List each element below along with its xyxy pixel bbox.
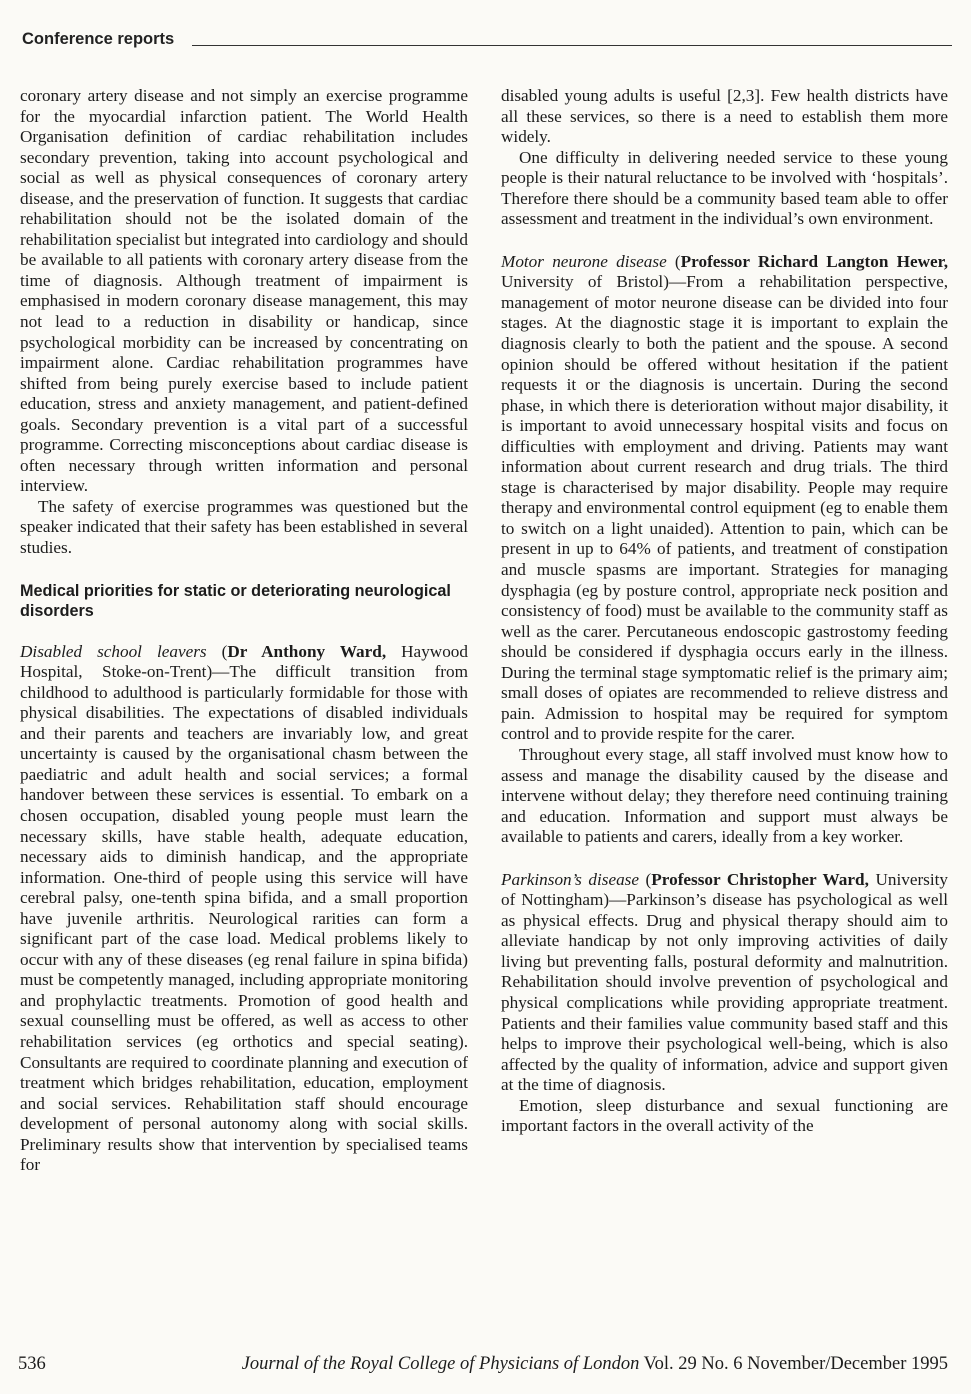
paragraph-text: University of Bristol)—From a rehabilitation perspective, management of motor neurone disease can be divided into four stages. At the diagnostic stage it is important to explain the diagnosis clearly to both the patient and the spouse. A second opinion should be offered without hesitation if the patient requests it or the diagnosis is uncertain. During the second phase, in which there is deterioration without major disability, it is important to avoid unnecessary hospital visits and focus on difficulties with employment and driving. Patients may want information about current research and drug trials. The third stage is characterised by major disability. People may require therapy and environmental control equipment (eg to enable them to switch on a light unaided). Attention to pain, which can be present in up to 64% of patients, and treatment of constipation and muscle spasms are important. Strategies for managing dysphagia (eg by posture control, appropriate neck position and consistency of food) must be available to the community staff as well as the carer. Percutaneous endoscopic gastrostomy feeding should be considered if dysphagia occurs early in the illness. During the terminal stage symptomatic relief is the primary aim; small doses of opiates are recommended to relieve distress and pain. Admission to hospital may be required for symptom control and to provide respite for the carer. <box>501 272 948 744</box>
spacer <box>20 559 468 581</box>
page-footer <box>18 1354 948 1380</box>
header-rule <box>192 45 952 46</box>
page-number: 536 <box>18 1354 46 1374</box>
paren-open: ( <box>639 869 652 889</box>
section-label: Conference reports <box>22 30 175 48</box>
continuation-paragraph: disabled young adults is useful [2,3]. Few health districts have all these services, so there is a need to establish them more widely. <box>501 86 948 147</box>
cardiac-paragraph: coronary artery disease and not simply an exercise programme for the myocardial infarction patient. The World Health Organisation definition of cardiac rehabilitation includes secondary prevention, taking into account psychological and social as well as physical consequences of coronary artery disease, and the preservation of function. It suggests that cardiac rehabilitation should not be the isolated domain of the rehabilitation specialist but integrated into cardiology and should be available to all patients with coronary artery disease from the time of diagnosis. Although treatment of impairment is emphasised in modern coronary disease management, this may not lead to a reduction in disability or handicap, since psychological morbidity can be increased by concentrating on impairment alone. Cardiac rehabilitation programmes have shifted from being purely exercise based to include patient education, stress and anxiety management, and patient-defined goals. Secondary prevention is a vital part of a successful programme. Correcting misconceptions about cardiac disease is often necessary through written information and personal interview. <box>20 86 468 496</box>
parkinsons-paragraph <box>501 870 948 1096</box>
paragraph-text: University of Nottingham)—Parkinson’s disease has psychological as well as physical effects. Drug and physical therapy should aim to alleviate handicap by not only improving activities of daily living but preventing falls, postural deformity and malnutrition. Rehabilitation should involve prevention of psychological and physical complications while providing appropriate treatment. Patients and their families value community based staff and this helps to improve their psychological well-being, which is also affected by the quality of information, advice and support given at the time of diagnosis. <box>501 869 948 1095</box>
left-column <box>20 86 468 1176</box>
journal-citation <box>242 1354 948 1375</box>
staff-training-paragraph: Throughout every stage, all staff involved must know how to assess and manage the disability caused by the disease and intervene without delay; they therefore need continuing training and education. Information and support must always be available to patients and carers, ideally from a key worker. <box>501 744 948 847</box>
topic-title: Parkinson’s disease <box>501 869 639 889</box>
spacer <box>20 622 468 642</box>
community-team-paragraph: One difficulty in delivering needed service to these young people is their natural reluctance to be involved with ‘hospitals’. Therefore there should be a community based team able to offer assessment and treatment in the individual’s own environment. <box>501 147 948 229</box>
running-header <box>22 30 952 54</box>
speaker-name: Professor Richard Langton Hewer, <box>680 251 948 271</box>
mnd-paragraph <box>501 252 948 745</box>
spacer <box>501 848 948 870</box>
paren-open: ( <box>206 641 228 661</box>
speaker-name: Professor Christopher Ward, <box>651 869 869 889</box>
paren-open: ( <box>666 251 681 271</box>
journal-title: Journal of the Royal College of Physicians of London <box>241 1354 640 1374</box>
spacer <box>501 230 948 252</box>
journal-issue: Vol. 29 No. 6 November/December 1995 <box>639 1354 948 1374</box>
school-leavers-paragraph <box>20 642 468 1176</box>
safety-paragraph: The safety of exercise programmes was questioned but the speaker indicated that their safety has been established in several studies. <box>20 496 468 558</box>
topic-title: Disabled school leavers <box>20 641 207 661</box>
paragraph-text: Haywood Hospital, Stoke-on-Trent)—The difficult transition from childhood to adulthood is particularly formidable for those with physical disabilities. The expectations of disabled individuals and their parents and teachers are invariably low, and great uncertainty is caused by the organisational chasm between the paediatric and adult health and social services; a formal handover between these services is essential. To embark on a chosen occupation, disabled young people must learn the necessary skills, have stable health, adequate education, necessary aids to diminish handicap, and the appropriate information. One-third of people using this service will have cerebral palsy, one-tenth spina bifida, and a small proportion have juvenile arthritis. Neurological rarities can form a significant part of the case load. Medical problems likely to occur with any of these diseases (eg renal failure in spina bifida) must be competently managed, including appropriate monitoring and prophylactic treatments. Promotion of good health and sexual counselling must be offered, as well as access to other rehabilitation services (eg orthotics and special seating). Consultants are required to coordinate planning and execution of treatment which bridges rehabilitation, education, employment and social services. Rehabilitation staff should encourage development of personal autonomy along with social skills. Preliminary results show that intervention by specialised teams for <box>20 641 468 1175</box>
emotion-paragraph: Emotion, sleep disturbance and sexual functioning are important factors in the overall activity of the <box>501 1095 948 1136</box>
section-subheading: Medical priorities for static or deteriorating neurological disorders <box>20 581 451 621</box>
right-column <box>501 86 948 1137</box>
speaker-name: Dr Anthony Ward, <box>227 641 387 661</box>
topic-title: Motor neurone disease <box>501 251 667 271</box>
